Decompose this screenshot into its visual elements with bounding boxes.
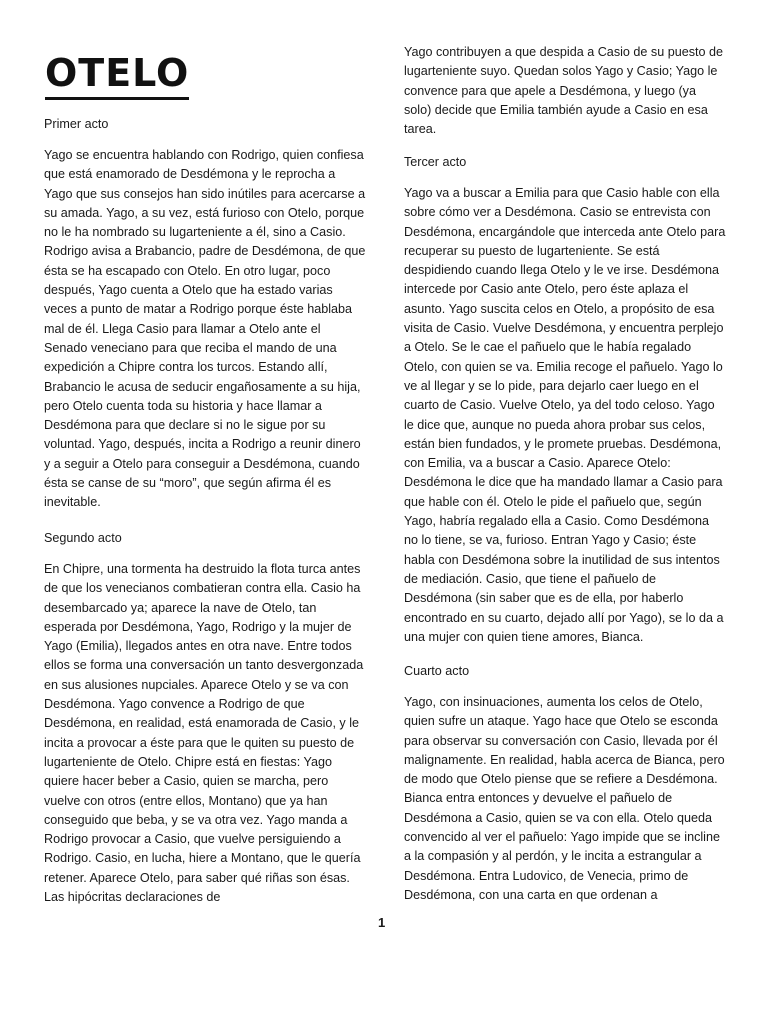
- paragraph-primer-acto: Yago se encuentra hablando con Rodrigo, quien confiesa que está enamorado de Desdémona y le reprocha a Yago que sus consejos han sido inútiles para acercarse a su amada. Yago, a su vez, está furioso con Otelo, porque no le ha nombrado su lugarteniente a él, sino a Casio. Rodrigo avisa a Brabancio, padre de Desdémona, de que ésta se ha escapado con Otelo. En otro lugar, poco después, Yago cuenta a Otelo que ha estado varias veces a punto de matar a Rodrigo porque éste hablaba mal de él. Llega Casio para llamar a Otelo ante el Senado veneciano para que reciba el mando de una expedición a Chipre contra los turcos. Estando allí, Brabancio le acusa de seducir engañosamente a su hija, pero Otelo cuenta toda su historia y hace llamar a Desdémona para que declare si no le sigue por su voluntad. Yago, después, incita a Rodrigo a reunir dinero y a seguir a Otelo para conseguir a Desdémona, cuando ésta se canse de su “moro”, que según afirma él es inevitable.: [44, 148, 366, 510]
- heading-cuarto-acto: Cuarto acto: [404, 664, 470, 678]
- heading-tercer-acto: Tercer acto: [404, 155, 467, 169]
- heading-segundo-acto: Segundo acto: [44, 531, 122, 545]
- page-number: 1: [378, 915, 386, 930]
- document-title: OTELO: [45, 50, 189, 100]
- paragraph-segundo-acto: En Chipre, una tormenta ha destruido la flota turca antes de que los venecianos combatieran contra ella. Casio ha desembarcado ya; aparece la nave de Otelo, tan esperada por Desdémona, Yago, Rodrigo y la mujer de Yago (Emilia), llegados antes en otra nave. Entre todos ellos se forma una conversación un tanto desvergonzada en sus alusiones nupciales. Aparece Otelo y se va con Desdémona. Yago convence a Rodrigo de que Desdémona, en realidad, está enamorada de Casio, y le incita a provocar a éste para que le quiten su puesto de lugarteniente de Otelo. Chipre está en fiestas: Yago quiere hacer beber a Casio, quien se marcha, pero vuelve con otros (entre ellos, Montano) que ya han conseguido que beba, y se va otra vez. Yago manda a Rodrigo provocar a Casio, que vuelve persiguiendo a Rodrigo. Casio, en lucha, hiere a Montano, que le quería retener. Aparece Otelo, para saber qué riñas son ésas. Las hipócritas declaraciones de: [44, 562, 364, 905]
- heading-primer-acto: Primer acto: [44, 117, 109, 131]
- paragraph-segundo-acto-continuation: Yago contribuyen a que despida a Casio de su puesto de lugarteniente suyo. Quedan solos Yago y Casio; Yago le convence para que apele a Desdémona, y luego (ya solo) decide que Emilia también ayude a Casio en esa tarea.: [404, 45, 724, 137]
- paragraph-cuarto-acto: Yago, con insinuaciones, aumenta los celos de Otelo, quien sufre un ataque. Yago hace que Otelo se esconda para observar su conversación con Casio, llevada por él malignamente. En realidad, habla acerca de Bianca, pero de modo que Otelo piense que se refiere a Desdémona. Bianca entra entonces y devuelve el pañuelo de Desdémona a Casio, quien se va con ella. Otelo queda convencido al ver el pañuelo: Yago impide que se incline a la compasión y al perdón, y le incita a estrangular a Desdémona. Entra Ludovico, de Venecia, primo de Desdémona, con una carta en que ordenan a: [404, 695, 725, 902]
- paragraph-tercer-acto: Yago va a buscar a Emilia para que Casio hable con ella sobre cómo ver a Desdémona. Casio se entrevista con Desdémona, encargándole que interceda ante Otelo para recuperar su puesto de lugarteniente. Se está despidiendo cuando llega Otelo y le ve irse. Desdémona intercede por Casio ante Otelo, pero éste aplaza el asunto. Yago suscita celos en Otelo, a propósito de esa visita de Casio. Vuelve Desdémona, y encuentra perplejo a Otelo. Se le cae el pañuelo que le había regalado Otelo, con quien se va. Emilia recoge el pañuelo. Yago lo ve al llegar y se lo pide, para dejarlo caer luego en el cuarto de Casio. Vuelve Otelo, ya del todo celoso. Yago le dice que, aunque no pueda ahora probar sus celos, están bien fundados, y le promete pruebas. Desdémona, con Emilia, va a buscar a Casio. Aparece Otelo: Desdémona le dice que ha mandado llamar a Casio para que hable con él. Otelo le pide el pañuelo que, según Yago, habría regalado ella a Casio. Como Desdémona no lo tiene, se va, furioso. Entran Yago y Casio; éste habla con Desdémona sobre la inutilidad de sus intentos de mediación. Casio, que tiene el pañuelo de Desdémona (sin saber que es de ella, por haberlo encontrado en su cuarto, dejado allí por Yago), se lo da a una mujer con quien tiene amores, Bianca.: [404, 186, 726, 644]
